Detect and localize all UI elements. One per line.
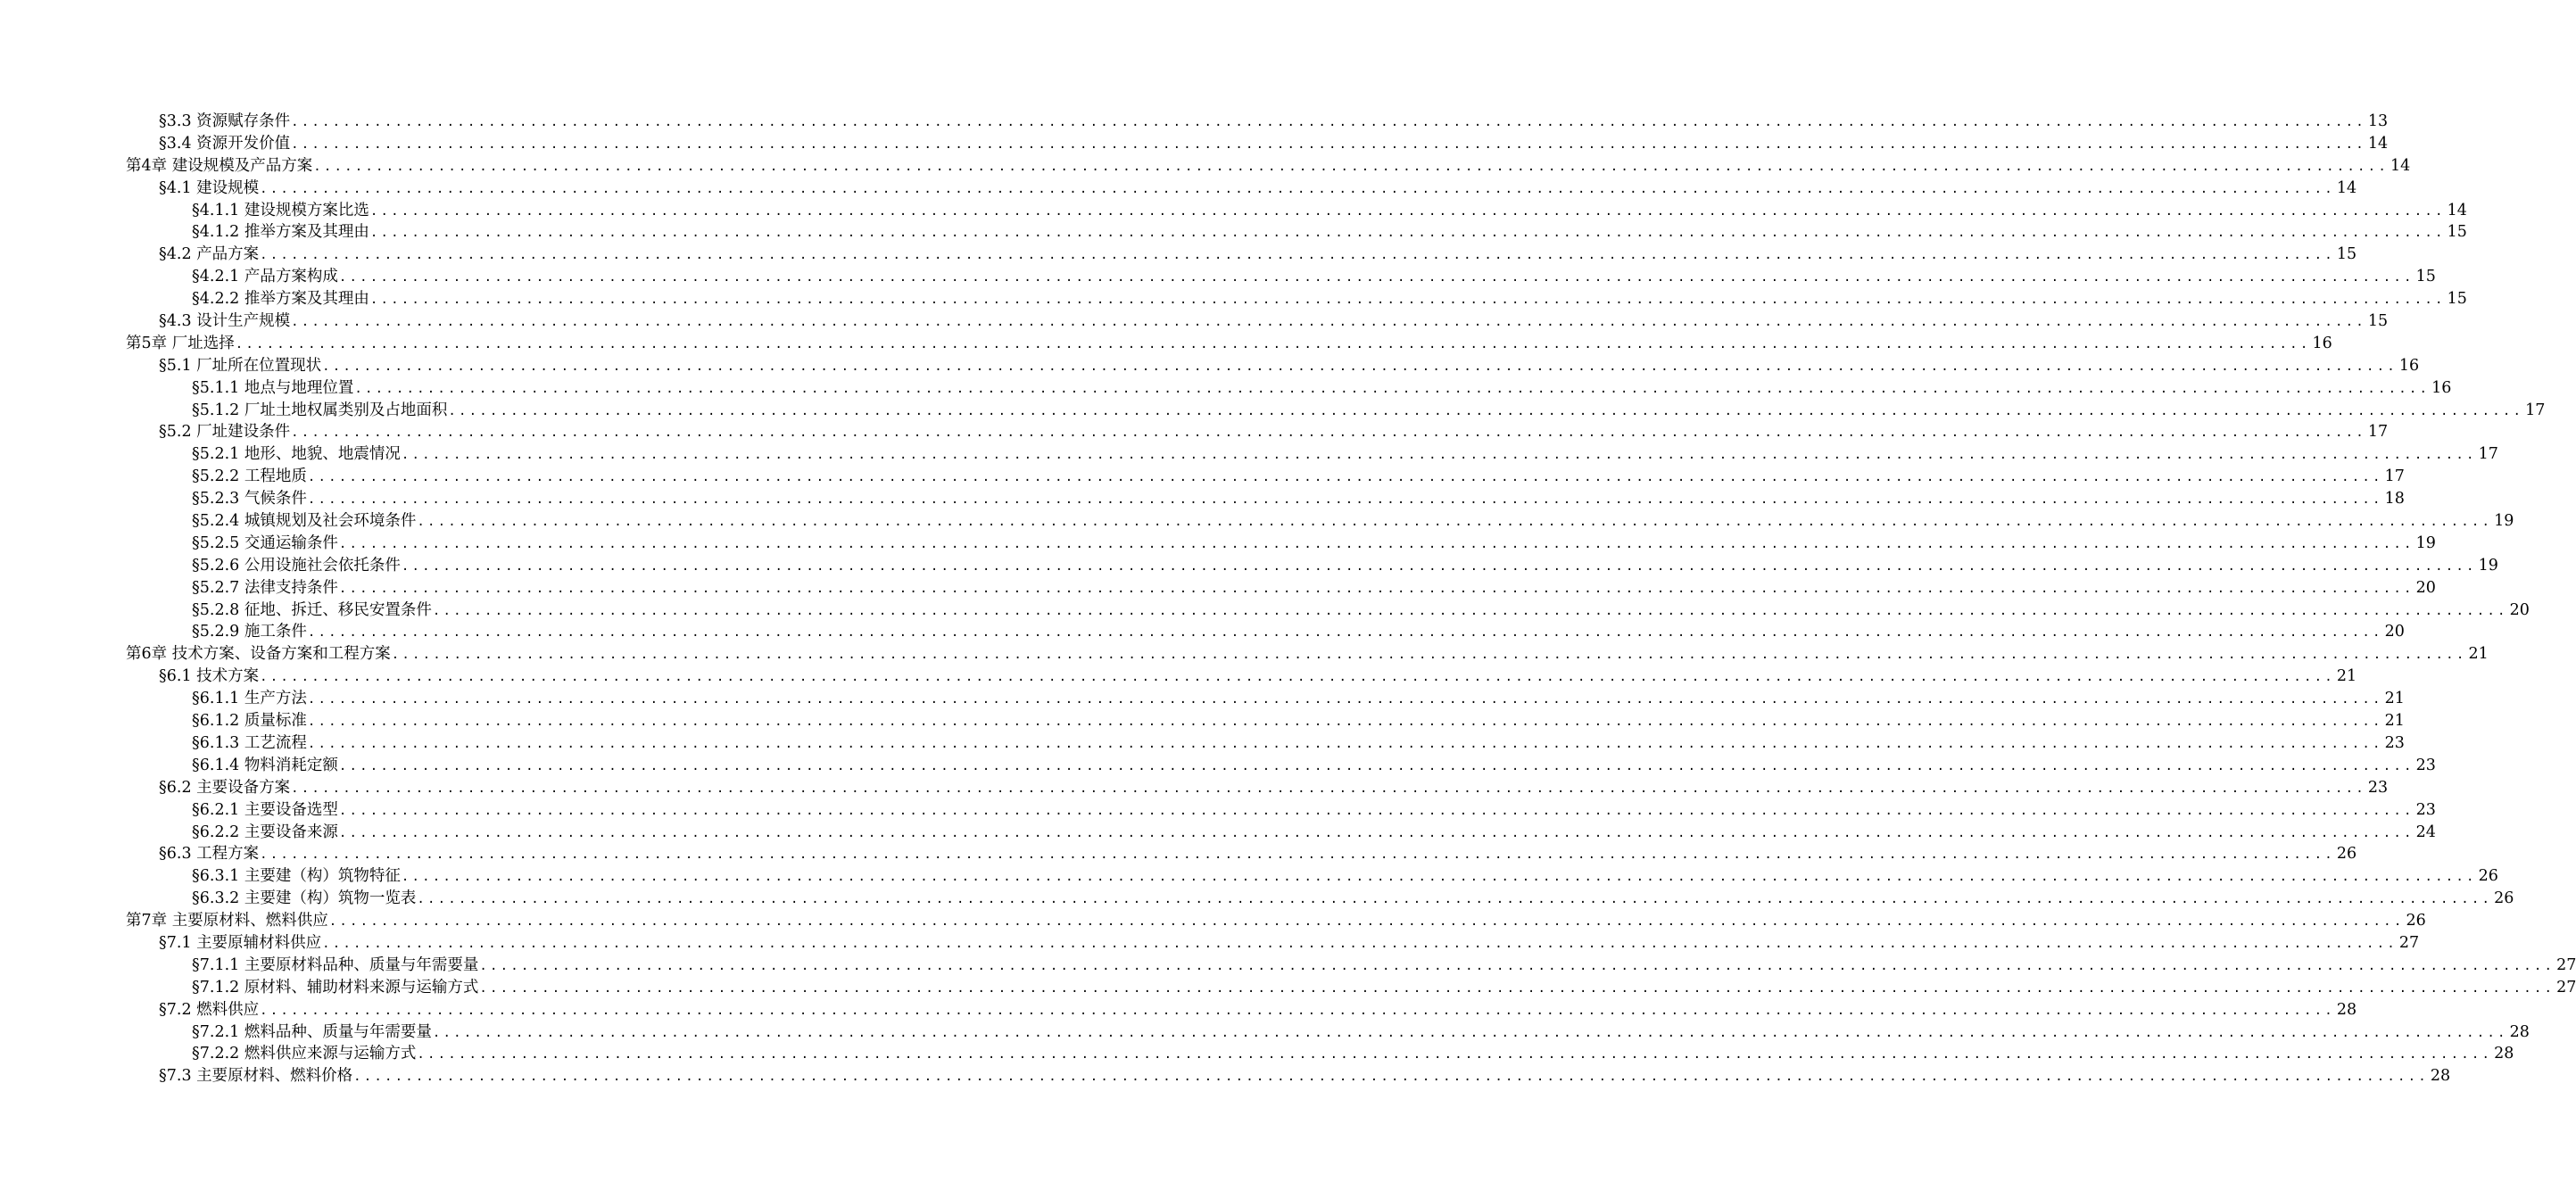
toc-entry[interactable]: [192, 1021, 2530, 1044]
toc-leader-dots: ........................................................................................................................................................................................................: [260, 248, 2335, 263]
toc-entry-title: §6.2.2 主要设备来源: [192, 823, 338, 841]
toc-entry-page-number: 26: [2336, 845, 2357, 864]
toc-entry[interactable]: [126, 333, 2332, 355]
toc-leader-dots: ........................................................................................................................................................................................................: [328, 914, 2405, 930]
toc-entry-title: §7.2.1 燃料品种、质量与年需要量: [192, 1022, 432, 1041]
toc-leader-dots: ........................................................................................................................................................................................................: [291, 115, 2366, 129]
toc-leader-dots: ........................................................................................................................................................................................................: [353, 1070, 2429, 1085]
toc-entry-title: §3.4 资源开发价值: [159, 134, 291, 153]
toc-entry-title: §7.3 主要原材料、燃料价格: [159, 1067, 353, 1086]
toc-leader-dots: ........................................................................................................................................................................................................: [235, 336, 2311, 351]
toc-leader-dots: ........................................................................................................................................................................................................: [338, 758, 2414, 773]
toc-entry-title: 第5章 厂址选择: [126, 334, 235, 352]
toc-entry[interactable]: [192, 621, 2405, 643]
toc-entry[interactable]: [192, 732, 2405, 755]
toc-entry-title: §7.2.2 燃料供应来源与运输方式: [192, 1045, 417, 1063]
toc-entry-page-number: 23: [2384, 733, 2405, 752]
toc-entry-page-number: 16: [2312, 334, 2332, 352]
toc-entry-page-number: 17: [2525, 401, 2546, 419]
toc-entry-title: §5.1.1 地点与地理位置: [192, 378, 354, 397]
toc-leader-dots: ........................................................................................................................................................................................................: [401, 558, 2477, 574]
toc-entry-title: §6.3.2 主要建（构）筑物一览表: [192, 889, 417, 908]
toc-entry[interactable]: [192, 1043, 2514, 1065]
toc-entry[interactable]: [192, 977, 2576, 999]
toc-leader-dots: ........................................................................................................................................................................................................: [401, 448, 2477, 463]
toc-entry[interactable]: [159, 843, 2357, 865]
toc-leader-dots: ........................................................................................................................................................................................................: [291, 136, 2366, 152]
toc-entry-title: 第7章 主要原材料、燃料供应: [126, 912, 328, 930]
toc-entry[interactable]: [126, 643, 2489, 666]
toc-entry[interactable]: [192, 533, 2436, 555]
toc-entry-title: §7.1.2 原材料、辅助材料来源与运输方式: [192, 978, 479, 996]
toc-entry-page-number: 20: [2384, 623, 2405, 641]
toc-leader-dots: ........................................................................................................................................................................................................: [391, 648, 2467, 663]
toc-entry-page-number: 14: [2447, 201, 2467, 219]
toc-entry[interactable]: [192, 288, 2467, 310]
toc-entry[interactable]: [192, 488, 2405, 510]
toc-leader-dots: ........................................................................................................................................................................................................: [479, 958, 2555, 973]
toc-entry-page-number: 16: [2431, 378, 2452, 397]
toc-entry-title: §6.3 工程方案: [159, 845, 260, 864]
toc-leader-dots: ........................................................................................................................................................................................................: [291, 315, 2366, 330]
toc-entry-title: §6.1.2 质量标准: [192, 712, 307, 731]
toc-entry-title: §5.2.8 征地、拆迁、移民安置条件: [192, 600, 432, 619]
toc-entry-page-number: 17: [2367, 423, 2389, 442]
toc-entry-page-number: 27: [2398, 933, 2420, 952]
toc-entry-title: §6.1.1 生产方法: [192, 690, 307, 708]
toc-entry[interactable]: [192, 221, 2467, 244]
toc-entry-title: §3.3 资源赋存条件: [159, 112, 291, 130]
toc-entry-page-number: 28: [2430, 1067, 2451, 1086]
toc-entry[interactable]: [192, 688, 2405, 710]
toc-leader-dots: ........................................................................................................................................................................................................: [338, 581, 2414, 596]
toc-leader-dots: ........................................................................................................................................................................................................: [369, 226, 2446, 241]
toc-entry-page-number: 21: [2468, 645, 2489, 664]
toc-entry-title: §7.1.1 主要原材料品种、质量与年需要量: [192, 955, 479, 974]
toc-entry-title: §6.1.4 物料消耗定额: [192, 756, 338, 774]
toc-leader-dots: ........................................................................................................................................................................................................: [417, 515, 2493, 530]
toc-entry[interactable]: [192, 955, 2576, 977]
toc-entry-page-number: 27: [2556, 978, 2576, 996]
toc-entry[interactable]: [159, 310, 2389, 333]
toc-leader-dots: ........................................................................................................................................................................................................: [307, 736, 2383, 751]
toc-entry[interactable]: [192, 443, 2498, 466]
toc-entry-page-number: 15: [2447, 290, 2467, 309]
toc-entry[interactable]: [159, 1065, 2451, 1087]
toc-leader-dots: ........................................................................................................................................................................................................: [338, 803, 2414, 818]
toc-leader-dots: ........................................................................................................................................................................................................: [417, 1047, 2493, 1063]
toc-entry[interactable]: [159, 999, 2357, 1021]
toc-entry-page-number: 20: [2509, 600, 2530, 619]
toc-leader-dots: ........................................................................................................................................................................................................: [417, 892, 2493, 907]
toc-entry-page-number: 19: [2478, 556, 2498, 575]
toc-leader-dots: ........................................................................................................................................................................................................: [322, 359, 2398, 374]
toc-entry[interactable]: [192, 400, 2546, 422]
toc-entry-page-number: 26: [2406, 912, 2426, 930]
toc-entry-title: §4.2 产品方案: [159, 245, 260, 264]
toc-leader-dots: ........................................................................................................................................................................................................: [338, 825, 2414, 840]
toc-leader-dots: ........................................................................................................................................................................................................: [260, 181, 2335, 196]
toc-leader-dots: ........................................................................................................................................................................................................: [401, 870, 2477, 885]
toc-entry-title: §4.1 建设规模: [159, 178, 260, 197]
toc-entry-title: §6.3.1 主要建（构）筑物特征: [192, 867, 401, 886]
table-of-contents: [0, 111, 2576, 1087]
toc-leader-dots: ........................................................................................................................................................................................................: [260, 670, 2335, 685]
toc-entry-page-number: 28: [2336, 1000, 2357, 1019]
toc-entry[interactable]: [192, 888, 2514, 910]
toc-entry-page-number: 18: [2384, 490, 2405, 509]
toc-entry-title: §5.2.5 交通运输条件: [192, 533, 338, 552]
toc-entry-title: §7.2 燃料供应: [159, 1000, 260, 1019]
toc-entry-page-number: 16: [2398, 356, 2420, 375]
toc-entry-title: §5.2 厂址建设条件: [159, 423, 291, 442]
toc-leader-dots: ........................................................................................................................................................................................................: [260, 1003, 2335, 1018]
toc-leader-dots: ........................................................................................................................................................................................................: [307, 715, 2383, 730]
toc-entry-title: §5.2.4 城镇规划及社会环境条件: [192, 512, 417, 531]
toc-leader-dots: ........................................................................................................................................................................................................: [291, 426, 2366, 441]
toc-entry[interactable]: [192, 822, 2436, 844]
toc-entry[interactable]: [192, 799, 2436, 822]
toc-entry[interactable]: [159, 932, 2420, 955]
toc-entry-page-number: 24: [2415, 823, 2436, 841]
toc-entry-title: §5.1 厂址所在位置现状: [159, 356, 322, 375]
toc-entry-page-number: 14: [2390, 156, 2411, 175]
toc-entry-page-number: 26: [2494, 889, 2514, 908]
toc-leader-dots: ........................................................................................................................................................................................................: [432, 1025, 2508, 1040]
toc-leader-dots: ........................................................................................................................................................................................................: [432, 603, 2508, 618]
toc-entry[interactable]: [126, 155, 2411, 178]
toc-entry-page-number: 20: [2415, 578, 2436, 597]
toc-entry-page-number: 23: [2415, 756, 2436, 774]
toc-entry-page-number: 15: [2367, 312, 2389, 331]
toc-entry-title: §4.1.2 推举方案及其理由: [192, 223, 369, 242]
toc-entry[interactable]: [192, 466, 2405, 488]
toc-entry-title: §5.2.3 气候条件: [192, 490, 307, 509]
toc-entry-title: §4.2.2 推举方案及其理由: [192, 290, 369, 309]
toc-entry-page-number: 19: [2415, 533, 2436, 552]
toc-entry-title: §6.1 技术方案: [159, 667, 260, 686]
toc-entry-page-number: 21: [2384, 712, 2405, 731]
toc-entry-page-number: 15: [2415, 268, 2436, 286]
toc-entry[interactable]: [192, 555, 2498, 577]
toc-entry[interactable]: [159, 777, 2389, 799]
toc-leader-dots: ........................................................................................................................................................................................................: [479, 980, 2555, 996]
toc-entry[interactable]: [192, 377, 2452, 400]
toc-entry[interactable]: [159, 244, 2357, 266]
toc-leader-dots: ........................................................................................................................................................................................................: [354, 381, 2431, 396]
toc-leader-dots: ........................................................................................................................................................................................................: [338, 536, 2414, 551]
toc-entry-page-number: 26: [2478, 867, 2498, 886]
toc-entry-title: §6.2 主要设备方案: [159, 778, 291, 797]
toc-entry-title: §5.2.7 法律支持条件: [192, 578, 338, 597]
toc-entry-title: 第6章 技术方案、设备方案和工程方案: [126, 645, 391, 664]
toc-entry-page-number: 28: [2509, 1022, 2530, 1041]
toc-entry[interactable]: [126, 910, 2426, 932]
toc-entry[interactable]: [192, 266, 2436, 288]
toc-leader-dots: ........................................................................................................................................................................................................: [307, 470, 2383, 485]
toc-entry-page-number: 17: [2478, 445, 2498, 464]
toc-leader-dots: ........................................................................................................................................................................................................: [369, 293, 2446, 308]
toc-leader-dots: ........................................................................................................................................................................................................: [307, 692, 2383, 707]
toc-entry-title: §6.2.1 主要设备选型: [192, 800, 338, 819]
toc-entry[interactable]: [192, 865, 2498, 888]
toc-entry-page-number: 17: [2384, 467, 2405, 486]
toc-leader-dots: ........................................................................................................................................................................................................: [322, 936, 2398, 951]
toc-leader-dots: ........................................................................................................................................................................................................: [338, 270, 2414, 285]
toc-entry-page-number: 23: [2367, 778, 2389, 797]
toc-entry[interactable]: [159, 133, 2389, 155]
toc-entry[interactable]: [159, 355, 2420, 377]
toc-entry-title: §6.1.3 工艺流程: [192, 733, 307, 752]
toc-leader-dots: ........................................................................................................................................................................................................: [307, 625, 2383, 641]
toc-entry-title: 第4章 建设规模及产品方案: [126, 156, 313, 175]
toc-entry-title: §7.1 主要原辅材料供应: [159, 933, 322, 952]
toc-entry-title: §5.2.2 工程地质: [192, 467, 307, 486]
toc-entry-page-number: 19: [2494, 512, 2514, 531]
toc-entry-title: §4.3 设计生产规模: [159, 312, 291, 331]
toc-leader-dots: ........................................................................................................................................................................................................: [307, 492, 2383, 508]
toc-leader-dots: ........................................................................................................................................................................................................: [291, 781, 2366, 796]
toc-entry-title: §5.1.2 厂址土地权属类别及占地面积: [192, 401, 448, 419]
toc-leader-dots: ........................................................................................................................................................................................................: [369, 203, 2446, 219]
toc-entry-page-number: 14: [2367, 134, 2389, 153]
toc-entry[interactable]: [192, 710, 2405, 732]
toc-leader-dots: ........................................................................................................................................................................................................: [313, 159, 2389, 174]
toc-entry-page-number: 21: [2384, 690, 2405, 708]
toc-entry[interactable]: [159, 421, 2389, 443]
toc-entry-page-number: 13: [2367, 112, 2389, 130]
toc-entry-page-number: 15: [2336, 245, 2357, 264]
toc-entry-page-number: 15: [2447, 223, 2467, 242]
toc-entry-page-number: 14: [2336, 178, 2357, 197]
toc-entry-title: §5.2.9 施工条件: [192, 623, 307, 641]
toc-entry-title: §5.2.6 公用设施社会依托条件: [192, 556, 401, 575]
toc-entry[interactable]: [192, 200, 2467, 222]
toc-entry[interactable]: [192, 755, 2436, 777]
toc-leader-dots: ........................................................................................................................................................................................................: [260, 848, 2335, 863]
toc-entry[interactable]: [192, 577, 2436, 600]
toc-entry[interactable]: [159, 178, 2357, 200]
toc-entry-title: §5.2.1 地形、地貌、地震情况: [192, 445, 401, 464]
toc-entry-title: §4.2.1 产品方案构成: [192, 268, 338, 286]
toc-leader-dots: ........................................................................................................................................................................................................: [448, 403, 2524, 418]
toc-entry-page-number: 21: [2336, 667, 2357, 686]
toc-entry-title: §4.1.1 建设规模方案比选: [192, 201, 369, 219]
toc-entry-page-number: 28: [2494, 1045, 2514, 1063]
toc-entry[interactable]: [159, 666, 2357, 688]
toc-entry[interactable]: [192, 600, 2530, 622]
toc-entry[interactable]: [159, 111, 2389, 133]
toc-entry[interactable]: [192, 510, 2514, 533]
toc-entry-page-number: 27: [2556, 955, 2576, 974]
toc-entry-page-number: 23: [2415, 800, 2436, 819]
